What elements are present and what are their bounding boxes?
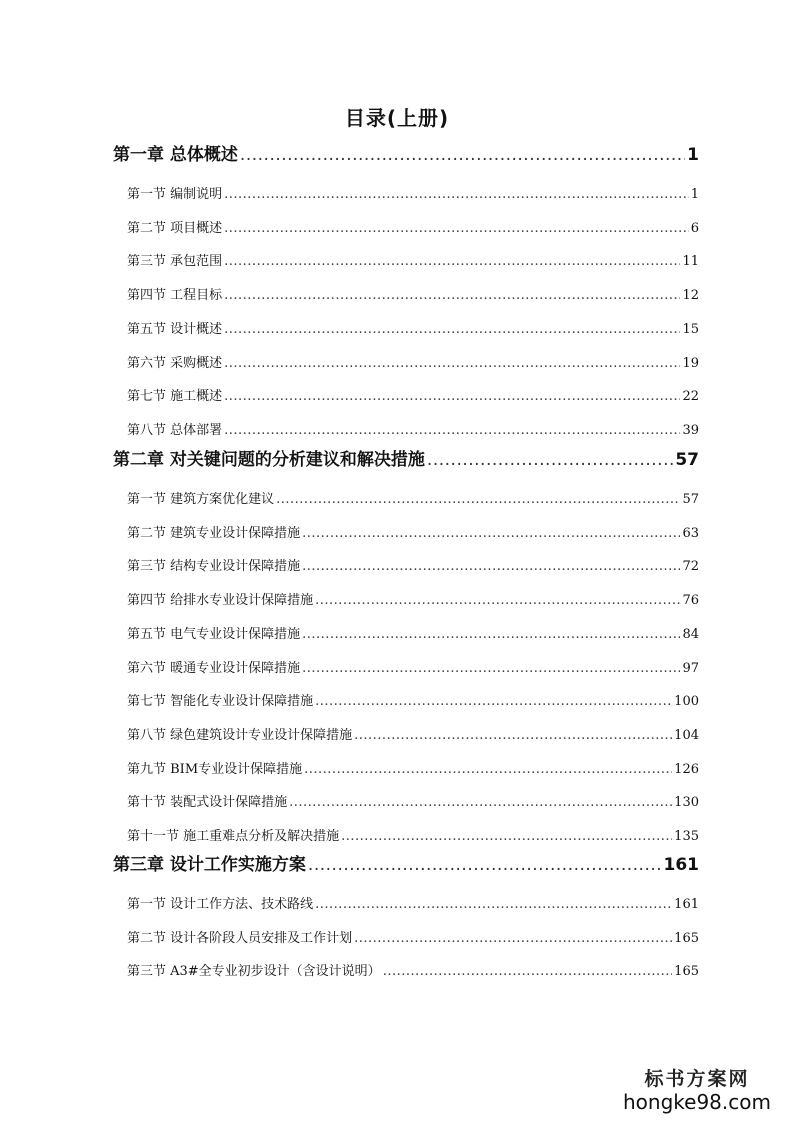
toc-dot-leader: [315, 694, 672, 709]
toc-section-row[interactable]: [127, 284, 699, 303]
toc-chapter-row[interactable]: [113, 445, 699, 470]
watermark-url: hongke98.com: [623, 1090, 771, 1114]
toc-dot-leader: [302, 661, 680, 676]
page-title: 目录(上册): [344, 106, 450, 130]
toc-dot-leader: [224, 423, 680, 438]
toc-section-page-number: 165: [674, 964, 699, 980]
toc-section-page-number: 6: [690, 220, 699, 236]
toc-section-page-number: 97: [682, 660, 699, 676]
toc-section-label: 第三节 结构专业设计保障措施: [127, 559, 301, 575]
toc-section-row[interactable]: [127, 791, 699, 810]
toc-section-label: 第七节 施工概述: [127, 389, 223, 405]
toc-section-page-number: 1: [690, 187, 699, 202]
toc-dot-leader: [341, 829, 672, 844]
toc-section-page-number: 165: [674, 930, 699, 946]
toc-section-label: 第三节 A3#全专业初步设计（含设计说明）: [127, 964, 381, 980]
toc-section-page-number: 84: [682, 626, 699, 642]
toc-section-row[interactable]: [127, 522, 699, 541]
toc-section-page-number: 11: [682, 254, 699, 270]
toc-section-row[interactable]: [127, 927, 699, 946]
toc-dot-leader: [302, 559, 680, 574]
toc-section-row[interactable]: [127, 488, 699, 507]
toc-section-row[interactable]: [127, 352, 699, 371]
toc-section-row[interactable]: [127, 623, 699, 642]
toc-section-label: 第一节 设计工作方法、技术路线: [127, 897, 314, 912]
toc-chapter-page-number: 1: [687, 145, 699, 165]
toc-section-label: 第九节 BIM专业设计保障措施: [127, 761, 303, 777]
toc-dot-leader: [224, 322, 680, 337]
toc-section-row[interactable]: [127, 555, 699, 574]
toc-dot-leader: [289, 795, 672, 810]
toc-dot-leader: [224, 288, 680, 303]
toc-section-label: 第二节 设计各阶段人员安排及工作计划: [127, 930, 353, 946]
toc-dot-leader: [315, 897, 672, 912]
toc-dot-leader: [224, 254, 680, 269]
toc-chapter-row[interactable]: [113, 140, 699, 165]
toc-chapter-label: 第二章 对关键问题的分析建议和解决措施: [113, 450, 425, 470]
toc-section-page-number: 130: [674, 795, 699, 811]
toc-dot-leader: [224, 389, 680, 404]
toc-section-label: 第八节 总体部署: [127, 422, 223, 438]
toc-section-label: 第二节 项目概述: [127, 220, 223, 236]
toc-section-label: 第十节 装配式设计保障措施: [127, 795, 288, 811]
toc-section-label: 第十一节 施工重难点分析及解决措施: [127, 829, 340, 844]
toc-section-row[interactable]: [127, 183, 699, 202]
toc-section-page-number: 72: [682, 559, 699, 575]
toc-dot-leader: [427, 450, 673, 470]
toc-section-page-number: 39: [682, 422, 699, 438]
toc-section-page-number: 135: [674, 829, 699, 844]
toc-dot-leader: [302, 526, 680, 541]
toc-dot-leader: [224, 356, 680, 371]
toc-dot-leader: [224, 221, 689, 236]
toc-section-row[interactable]: [127, 318, 699, 337]
toc-section-row[interactable]: [127, 657, 699, 676]
toc-chapter-label: 第三章 设计工作实施方案: [113, 855, 306, 875]
toc-section-row[interactable]: [127, 250, 699, 269]
toc-section-row[interactable]: [127, 217, 699, 236]
toc-section-row[interactable]: [127, 589, 699, 608]
toc-dot-leader: [354, 728, 672, 743]
toc-section-label: 第六节 暖通专业设计保障措施: [127, 660, 301, 676]
toc-section-page-number: 76: [682, 593, 699, 609]
toc-chapter-row[interactable]: [113, 850, 699, 875]
toc-chapter-page-number: 57: [675, 450, 699, 470]
toc-section-row[interactable]: [127, 385, 699, 404]
toc-chapter-page-number: 161: [663, 855, 699, 875]
toc-section-page-number: 63: [682, 525, 699, 541]
toc-section-page-number: 100: [674, 694, 699, 710]
toc-dot-leader: [240, 145, 685, 165]
toc-section-row[interactable]: [127, 690, 699, 709]
toc-section-page-number: 12: [682, 288, 699, 304]
toc-section-page-number: 57: [682, 492, 699, 507]
toc-section-label: 第七节 智能化专业设计保障措施: [127, 694, 314, 710]
toc-dot-leader: [302, 627, 680, 642]
toc-dot-leader: [354, 931, 672, 946]
toc-section-label: 第二节 建筑专业设计保障措施: [127, 525, 301, 541]
toc-section-label: 第八节 绿色建筑设计专业设计保障措施: [127, 727, 353, 743]
toc-section-row[interactable]: [127, 893, 699, 912]
toc-section-label: 第四节 工程目标: [127, 288, 223, 304]
toc-section-page-number: 126: [674, 761, 699, 777]
toc-section-page-number: 19: [682, 355, 699, 371]
toc-section-label: 第六节 采购概述: [127, 355, 223, 371]
toc-section-row[interactable]: [127, 724, 699, 743]
toc-section-label: 第五节 设计概述: [127, 321, 223, 337]
toc-section-row[interactable]: [127, 419, 699, 438]
toc-section-label: 第五节 电气专业设计保障措施: [127, 626, 301, 642]
toc-dot-leader: [383, 964, 672, 979]
toc-dot-leader: [276, 492, 680, 507]
toc-section-label: 第四节 给排水专业设计保障措施: [127, 593, 314, 609]
toc-dot-leader: [308, 855, 662, 875]
watermark-name: 标书方案网: [644, 1068, 750, 1090]
watermark: [622, 1068, 772, 1114]
toc-section-label: 第一节 建筑方案优化建议: [127, 492, 275, 507]
toc-dot-leader: [315, 593, 680, 608]
toc-section-row[interactable]: [127, 758, 699, 777]
toc-dot-leader: [224, 187, 689, 202]
toc-section-page-number: 104: [674, 727, 699, 743]
toc-section-label: 第一节 编制说明: [127, 187, 223, 202]
toc-chapter-label: 第一章 总体概述: [113, 145, 238, 165]
toc-section-page-number: 15: [682, 321, 699, 337]
toc-section-label: 第三节 承包范围: [127, 254, 223, 270]
toc-section-page-number: 161: [674, 897, 699, 912]
toc-section-row[interactable]: [127, 960, 699, 979]
toc-section-row[interactable]: [127, 825, 699, 844]
toc-dot-leader: [304, 762, 672, 777]
toc-section-page-number: 22: [682, 389, 699, 405]
